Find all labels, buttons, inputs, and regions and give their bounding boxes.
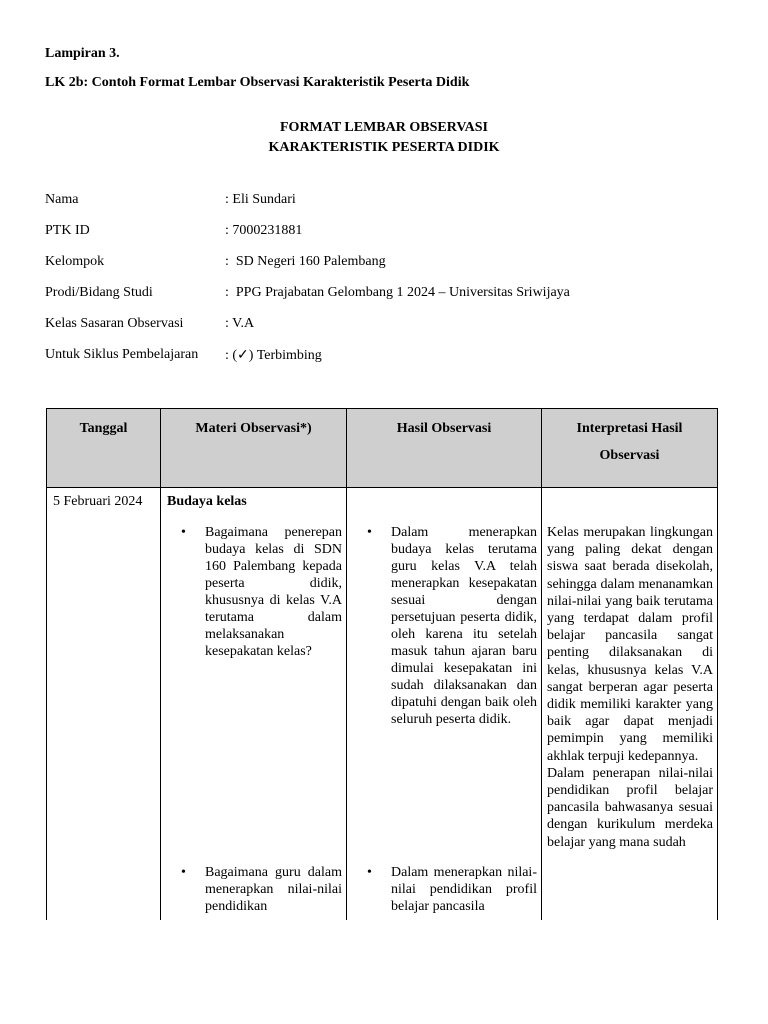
materi-text: Bagaimana guru dalam menerapkan nilai-nilai pendidikan xyxy=(205,865,342,914)
info-value: : SD Negeri 160 Palembang xyxy=(225,254,386,269)
bullet-icon: • xyxy=(367,865,372,880)
bullet-icon: • xyxy=(181,865,186,880)
bullet-icon: • xyxy=(181,525,186,540)
info-value: : PPG Prajabatan Gelombang 1 2024 – Universitas Sriwijaya xyxy=(225,285,570,300)
form-title xyxy=(0,118,768,158)
info-label: Kelompok xyxy=(45,254,105,269)
header-tanggal: Tanggal xyxy=(47,409,161,488)
cell-hasil xyxy=(347,488,542,921)
section-title: Budaya kelas xyxy=(167,494,247,509)
interpretasi-paragraph: Dalam penerapan nilai-nilai pendidikan profil belajar pancasila bahwasanya sesuai dengan kurikulum merdeka belajar yang mana sudah xyxy=(547,765,713,850)
info-row-ptk-id xyxy=(45,223,570,254)
header-interpretasi xyxy=(542,409,718,488)
identity-info xyxy=(45,192,570,378)
bullet-icon: • xyxy=(367,525,372,540)
list-item xyxy=(367,524,537,728)
lampiran-label: Lampiran 3. xyxy=(45,46,120,61)
info-label: PTK ID xyxy=(45,223,90,238)
header-interpretasi-text: Interpretasi Hasil Observasi xyxy=(576,421,683,463)
info-row-nama xyxy=(45,192,570,223)
table-row xyxy=(47,488,718,921)
form-title-line-2: KARAKTERISTIK PESERTA DIDIK xyxy=(268,140,500,155)
info-label: Nama xyxy=(45,192,79,207)
list-item xyxy=(181,864,342,915)
info-label: Untuk Siklus Pembelajaran xyxy=(45,347,199,362)
hasil-text: Dalam menerapkan nilai-nilai pendidikan profil belajar pancasila xyxy=(391,865,537,914)
info-row-kelas xyxy=(45,316,570,347)
info-value: : V.A xyxy=(225,316,255,331)
info-value: : Eli Sundari xyxy=(225,192,296,207)
cell-tanggal xyxy=(47,488,161,921)
info-value: : 7000231881 xyxy=(225,223,303,238)
interpretasi-text xyxy=(547,524,713,851)
table-header-row xyxy=(47,409,718,488)
worksheet-title: LK 2b: Contoh Format Lembar Observasi Karakteristik Peserta Didik xyxy=(45,75,470,90)
interpretasi-paragraph: Kelas merupakan lingkungan yang paling dekat dengan siswa saat berada disekolah, sehingga dalam menanamkan nilai-nilai yang baik terutama yang terdapat dalam profil belajar pancasila sangat penting dilaksanakan di kelas, khususnya kelas V.A sangat berperan agar peserta didik memiliki karakter yang baik agar dapat menjadi pemimpin yang memiliki akhlak terpuji kedepannya. xyxy=(547,525,713,764)
header-materi: Materi Observasi*) xyxy=(161,409,347,488)
observation-table xyxy=(46,408,718,920)
list-item xyxy=(181,524,342,660)
form-title-line-1: FORMAT LEMBAR OBSERVASI xyxy=(280,120,488,135)
cell-interpretasi xyxy=(542,488,718,921)
cell-materi xyxy=(161,488,347,921)
info-label: Prodi/Bidang Studi xyxy=(45,285,153,300)
materi-text: Bagaimana penerepan budaya kelas di SDN 160 Palembang kepada peserta didik, khususnya di kelas V.A terutama dalam melaksanakan kesepakatan kelas? xyxy=(205,525,342,659)
info-row-prodi xyxy=(45,285,570,316)
info-label: Kelas Sasaran Observasi xyxy=(45,316,184,331)
info-row-kelompok xyxy=(45,254,570,285)
observation-date: 5 Februari 2024 xyxy=(53,494,143,509)
header-hasil: Hasil Observasi xyxy=(347,409,542,488)
info-value: : (✓) Terbimbing xyxy=(225,348,322,363)
list-item xyxy=(367,864,537,915)
info-row-siklus xyxy=(45,347,570,378)
hasil-text: Dalam menerapkan budaya kelas terutama guru kelas V.A telah menerapkan kesepakatan sesuai dengan persetujuan peserta didik, oleh karena itu setelah masuk tahun ajaran baru dimulai kesepakatan ini sudah dilaksanakan dan dipatuhi dengan baik oleh seluruh peserta didik. xyxy=(391,525,537,727)
